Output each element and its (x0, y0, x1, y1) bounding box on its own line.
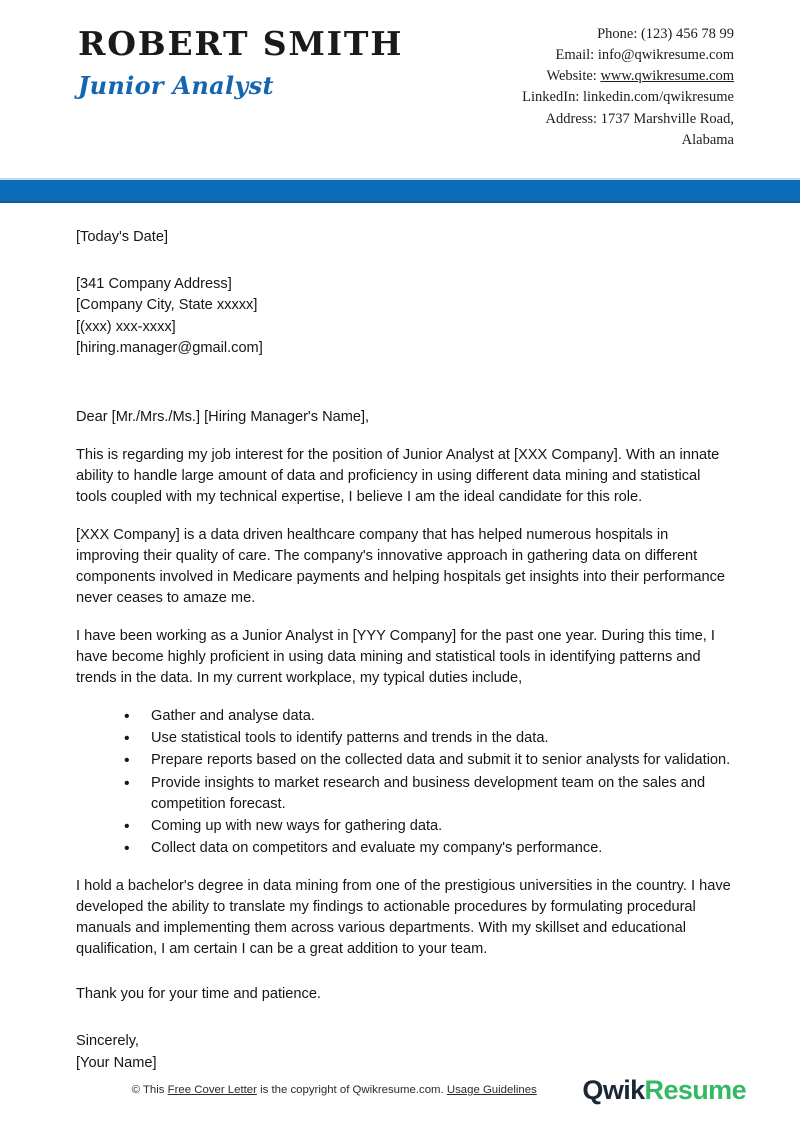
letter-date: [Today's Date] (76, 228, 169, 245)
free-cover-letter-link[interactable]: Free Cover Letter (167, 1084, 257, 1096)
contact-address-line-1: Address: 1737 Marshville Road, (545, 110, 734, 127)
list-item-text: Coming up with new ways for gathering data. (151, 817, 443, 834)
bullet-icon: • (124, 730, 130, 748)
letter-body (0, 227, 800, 1074)
bullet-icon: • (124, 708, 130, 726)
contact-linkedin[interactable]: LinkedIn: linkedin.com/qwikresume (522, 89, 734, 106)
recipient-line: [Company City, State xxxxx] (76, 297, 258, 314)
list-item (124, 728, 732, 749)
applicant-job-title: Junior Analyst (78, 70, 274, 100)
copyright-prefix: © This (131, 1084, 168, 1096)
accent-bar-bottom-hairline (0, 201, 800, 203)
document-header (0, 0, 800, 151)
applicant-name: ROBERT SMITH (78, 24, 404, 63)
letter-paragraph-2: [XXX Company] is a data driven healthcare company that has helped numerous hospitals in improving their quality of care. The company's innovative approach in gathering data on different components involved in Medicare payments and helping hospitals get insights into their performance never ceases to amaze me. (76, 527, 725, 607)
bullet-icon: • (124, 840, 130, 858)
letter-paragraph-1: This is regarding my job interest for the position of Junior Analyst at [XXX Company]. With an innate ability to handle large amount of data and proficiency in using different data mining and statistical tools coupled with my technical expertise, I believe I am the ideal candidate for this role. (76, 447, 720, 506)
copyright-notice (0, 1084, 582, 1096)
letter-paragraph-4: I hold a bachelor's degree in data mining from one of the prestigious universities in the country. I have developed the ability to translate my findings to actionable procedures by formulating procedural manuals and implementing them across various departments. With my skillset and educational qualification, I am certain I can be a great addition to your team. (76, 878, 731, 958)
accent-bar-group (0, 178, 800, 203)
contact-details (522, 22, 734, 151)
bullet-icon: • (124, 774, 130, 792)
list-item-text: Provide insights to market research and business development team on the sales and competition forecast. (151, 774, 706, 812)
list-item (124, 816, 732, 837)
contact-email: Email: info@qwikresume.com (555, 47, 734, 64)
contact-website-link[interactable]: www.qwikresume.com (600, 68, 734, 85)
contact-address-line-2: Alabama (681, 131, 734, 148)
bullet-icon: • (124, 817, 130, 835)
list-item-text: Prepare reports based on the collected data and submit it to senior analysts for validation. (151, 752, 731, 769)
document-footer (0, 1061, 800, 1119)
list-item (124, 838, 732, 859)
qwikresume-logo[interactable] (582, 1074, 746, 1105)
recipient-line: [341 Company Address] (76, 275, 232, 292)
copyright-middle: is the copyright of Qwikresume.com. (256, 1084, 447, 1096)
recipient-address-block (76, 274, 732, 359)
letter-thanks: Thank you for your time and patience. (76, 986, 321, 1003)
logo-text-qwik: Qwik (582, 1074, 645, 1105)
accent-bar (0, 180, 800, 201)
list-item-text: Use statistical tools to identify patterns and trends in the data. (151, 730, 549, 747)
recipient-line: [hiring.manager@gmail.com] (76, 339, 263, 356)
list-item (124, 773, 732, 815)
contact-website (522, 66, 734, 87)
contact-phone: Phone: (123) 456 78 99 (597, 26, 734, 42)
list-item (124, 750, 732, 771)
list-item-text: Gather and analyse data. (151, 708, 315, 725)
contact-website-label: Website: (546, 68, 601, 85)
signoff-name: [Your Name] (76, 1054, 157, 1071)
list-item (124, 706, 732, 727)
list-item-text: Collect data on competitors and evaluate my company's performance. (151, 840, 603, 857)
identity-block (78, 22, 403, 101)
duties-list (76, 706, 732, 859)
usage-guidelines-link[interactable]: Usage Guidelines (446, 1084, 537, 1096)
letter-salutation: Dear [Mr./Mrs./Ms.] [Hiring Manager's Name], (76, 409, 370, 426)
signoff-closing: Sincerely, (76, 1033, 139, 1050)
recipient-line: [(xxx) xxx-xxxx] (76, 318, 176, 335)
logo-text-resume: Resume (644, 1074, 746, 1105)
bullet-icon: • (124, 752, 130, 770)
letter-paragraph-3: I have been working as a Junior Analyst in [YYY Company] for the past one year. During this time, I have become highly proficient in using data mining and statistical tools in identifying patterns and trends in the data. In my current workplace, my typical duties include, (76, 628, 715, 687)
